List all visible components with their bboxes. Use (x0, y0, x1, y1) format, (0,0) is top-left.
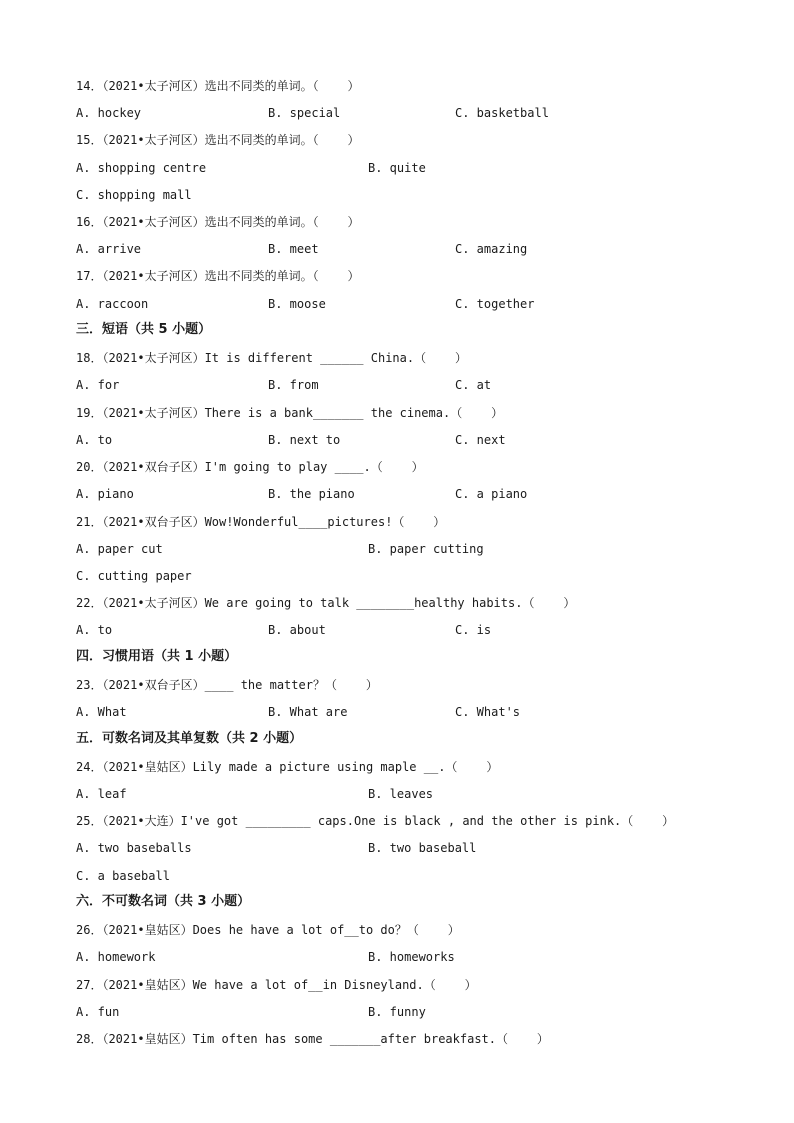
question-28: 28．（2021•皇姑区）Tim often has some _______after breakfast.（ ） (76, 1032, 549, 1046)
option-a[interactable]: A. to (76, 623, 113, 637)
question-19: 19．（2021•太子河区）There is a bank_______ the cinema.（ ） (76, 406, 504, 420)
option-b[interactable]: B. special (268, 106, 341, 120)
option-b[interactable]: B. leaves (368, 787, 434, 801)
question-18: 18．（2021•太子河区）It is different ______ China.（ ） (76, 351, 467, 365)
option-a[interactable]: A. to (76, 433, 113, 447)
question-26: 26．（2021•皇姑区）Does he have a lot of__to do？（ ） (76, 923, 460, 937)
section-heading-3: 三．短语（共 5 小题） (76, 322, 212, 337)
option-b[interactable]: B. homeworks (368, 950, 455, 964)
option-c[interactable]: C. What's (455, 705, 521, 719)
question-24: 24．（2021•皇姑区）Lily made a picture using maple __.（ ） (76, 760, 499, 774)
section-heading-6: 六．不可数名词（共 3 小题） (76, 894, 251, 909)
section-heading-4: 四．习惯用语（共 1 小题） (76, 649, 238, 664)
question-17: 17．（2021•太子河区）选出不同类的单词。（ ） (76, 269, 360, 283)
option-a[interactable]: A. piano (76, 487, 134, 501)
option-b[interactable]: B. from (268, 378, 319, 392)
option-b[interactable]: B. about (268, 623, 326, 637)
question-21: 21．（2021•双台子区）Wow!Wonderful____pictures!（ ） (76, 515, 446, 529)
option-a[interactable]: A. hockey (76, 106, 142, 120)
option-a[interactable]: A. What (76, 705, 127, 719)
option-a[interactable]: A. for (76, 378, 120, 392)
option-b[interactable]: B. the piano (268, 487, 355, 501)
question-16: 16．（2021•太子河区）选出不同类的单词。（ ） (76, 215, 360, 229)
section-heading-5: 五．可数名词及其单复数（共 2 小题） (76, 731, 303, 746)
option-c[interactable]: C. next (455, 433, 506, 447)
option-c[interactable]: C. cutting paper (76, 569, 192, 583)
option-a[interactable]: A. raccoon (76, 297, 149, 311)
option-b[interactable]: B. funny (368, 1005, 426, 1019)
option-b[interactable]: B. meet (268, 242, 319, 256)
option-b[interactable]: B. moose (268, 297, 326, 311)
option-b[interactable]: B. What are (268, 705, 348, 719)
option-c[interactable]: C. together (455, 297, 535, 311)
question-15: 15．（2021•太子河区）选出不同类的单词。（ ） (76, 133, 360, 147)
question-20: 20．（2021•双台子区）I'm going to play ____.（ ） (76, 460, 424, 474)
option-c[interactable]: C. a piano (455, 487, 528, 501)
question-23: 23．（2021•双台子区）____ the matter？（ ） (76, 678, 378, 692)
option-a[interactable]: A. two baseballs (76, 841, 192, 855)
option-b[interactable]: B. two baseball (368, 841, 477, 855)
option-c[interactable]: C. amazing (455, 242, 528, 256)
option-a[interactable]: A. paper cut (76, 542, 163, 556)
option-b[interactable]: B. paper cutting (368, 542, 484, 556)
question-14: 14．（2021•太子河区）选出不同类的单词。（ ） (76, 79, 360, 93)
question-25: 25．（2021•大连）I've got _________ caps.One is black , and the other is pink.（ ） (76, 814, 675, 828)
question-22: 22．（2021•太子河区）We are going to talk ________healthy habits.（ ） (76, 596, 576, 610)
option-c[interactable]: C. shopping mall (76, 188, 192, 202)
question-27: 27．（2021•皇姑区）We have a lot of__in Disneyland.（ ） (76, 978, 477, 992)
option-b[interactable]: B. quite (368, 161, 426, 175)
option-a[interactable]: A. leaf (76, 787, 127, 801)
option-c[interactable]: C. basketball (455, 106, 549, 120)
option-c[interactable]: C. a baseball (76, 869, 170, 883)
option-c[interactable]: C. at (455, 378, 492, 392)
option-c[interactable]: C. is (455, 623, 492, 637)
option-a[interactable]: A. fun (76, 1005, 120, 1019)
option-a[interactable]: A. homework (76, 950, 156, 964)
option-a[interactable]: A. shopping centre (76, 161, 207, 175)
option-a[interactable]: A. arrive (76, 242, 142, 256)
option-b[interactable]: B. next to (268, 433, 341, 447)
